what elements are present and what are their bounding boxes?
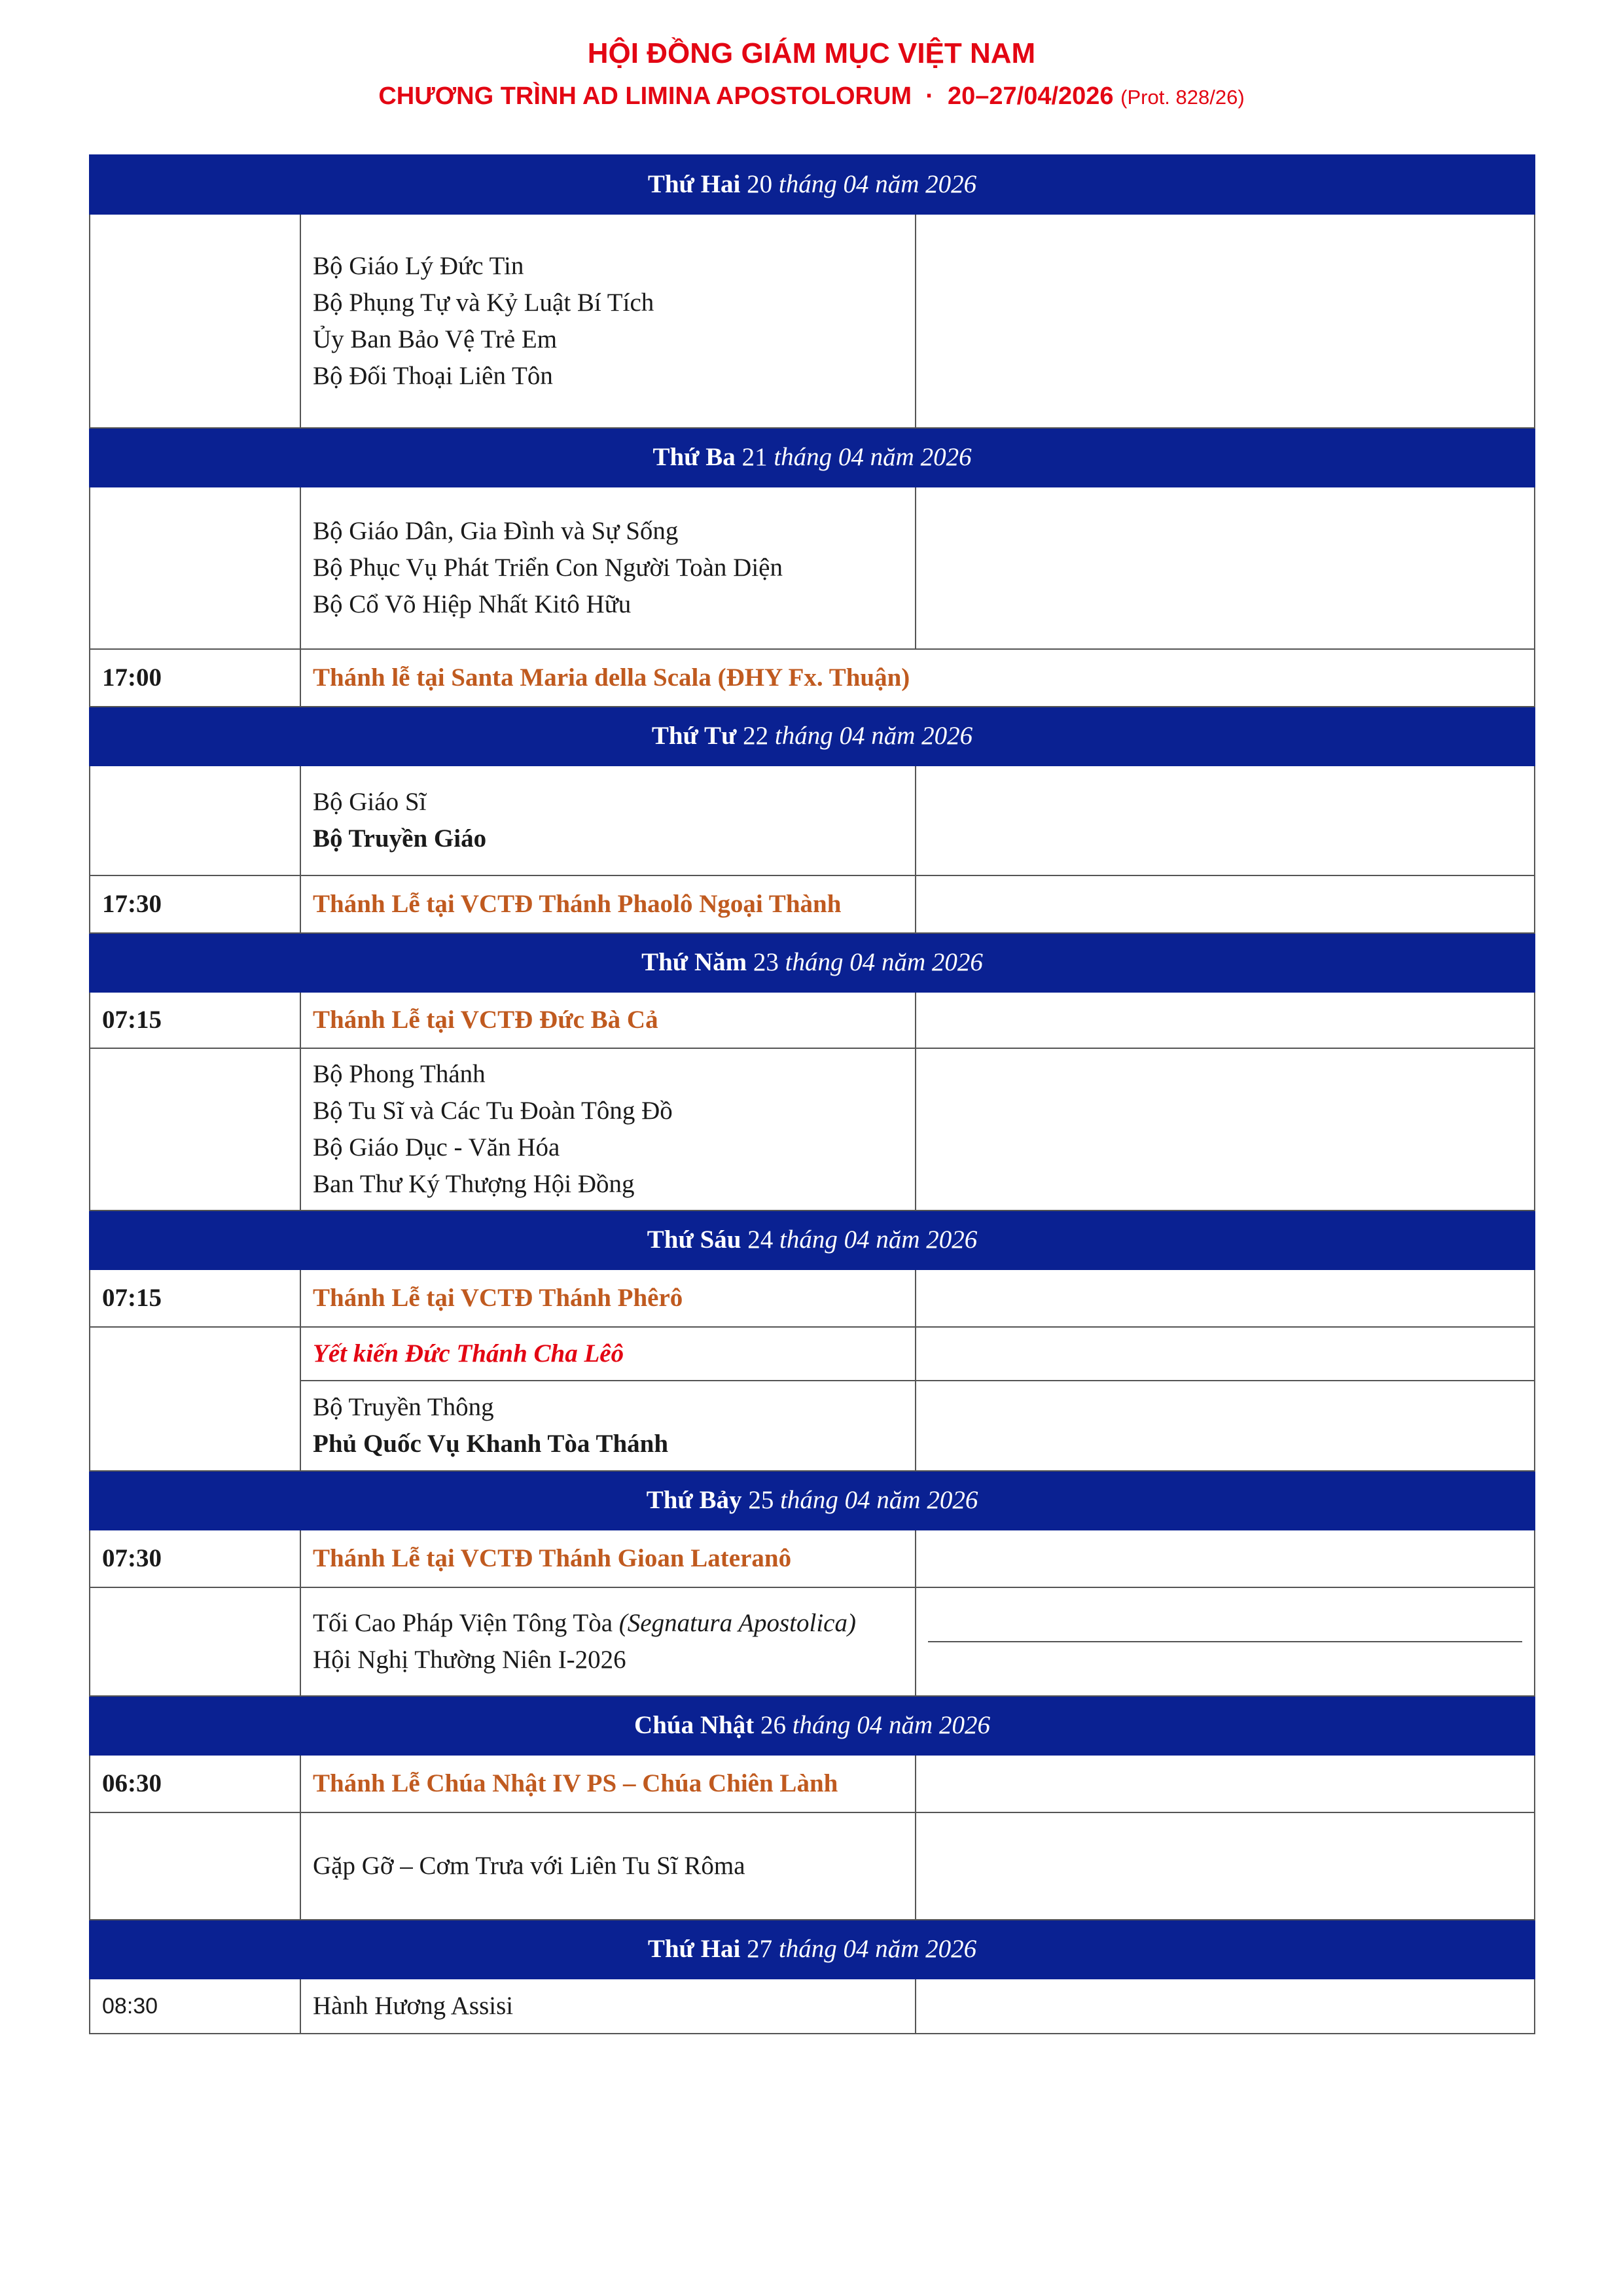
time-cell — [90, 1587, 300, 1696]
time-cell — [90, 214, 300, 428]
day-number: 25 — [748, 1486, 774, 1514]
table-row — [90, 487, 1535, 649]
mass-time: 07:15 — [90, 992, 300, 1048]
notes-cell — [916, 875, 1535, 933]
table-row — [90, 1048, 1535, 1210]
day-name: Thứ Sáu — [647, 1226, 741, 1254]
program-title: CHƯƠNG TRÌNH AD LIMINA APOSTOLORUM · 20–27/04/2026 — [378, 82, 1114, 110]
document-title: HỘI ĐỒNG GIÁM MỤC VIỆT NAM — [587, 37, 1036, 69]
activity-cell — [300, 214, 916, 428]
notes-cell — [916, 1048, 1535, 1210]
notes-cell — [916, 992, 1535, 1048]
mass-item: Thánh Lễ tại VCTĐ Thánh Phaolô Ngoại Thành — [300, 875, 916, 933]
table-row — [90, 649, 1535, 707]
day-number: 23 — [753, 948, 779, 976]
office-item: Ban Thư Ký Thượng Hội Đồng — [313, 1170, 635, 1198]
table-row — [90, 1755, 1535, 1812]
office-item: Bộ Phong Thánh — [313, 1060, 486, 1088]
time-cell — [90, 766, 300, 875]
table-row — [90, 214, 1535, 428]
office-item: Bộ Phục Vụ Phát Triển Con Người Toàn Diện — [313, 554, 783, 582]
day-name: Thứ Năm — [641, 948, 747, 976]
day-number: 26 — [760, 1711, 786, 1739]
table-row — [90, 992, 1535, 1048]
table-row — [90, 766, 1535, 875]
day-header-friday-24 — [90, 1210, 1535, 1269]
day-header-monday-20 — [90, 155, 1535, 214]
day-number: 24 — [747, 1226, 774, 1254]
time-cell — [90, 1327, 300, 1471]
office-item: Bộ Truyền Giáo — [313, 824, 487, 853]
notes-cell — [916, 1979, 1535, 2034]
mass-item: Thánh lễ tại Santa Maria della Scala (ĐHY Fx. Thuận) — [300, 649, 1535, 707]
day-month-year: tháng 04 năm 2026 — [785, 948, 983, 976]
table-row — [90, 1269, 1535, 1327]
day-month-year: tháng 04 năm 2026 — [778, 1935, 977, 1963]
activity-cell — [300, 1381, 916, 1471]
mass-time: 07:30 — [90, 1530, 300, 1587]
activity-time: 08:30 — [90, 1979, 300, 2034]
day-month-year: tháng 04 năm 2026 — [774, 443, 972, 471]
mass-item: Thánh Lễ tại VCTĐ Đức Bà Cả — [300, 992, 916, 1048]
schedule-table — [89, 154, 1535, 2034]
protocol-number: (Prot. 828/26) — [1120, 86, 1245, 109]
notes-cell — [916, 1269, 1535, 1327]
day-number: 27 — [747, 1935, 773, 1963]
office-item: Bộ Đối Thoại Liên Tôn — [313, 361, 553, 390]
mass-time: 06:30 — [90, 1755, 300, 1812]
table-row — [90, 1381, 1535, 1471]
tribunal-latin-name: (Segnatura Apostolica) — [618, 1609, 856, 1637]
mass-time: 07:15 — [90, 1269, 300, 1327]
day-header-monday-27 — [90, 1920, 1535, 1979]
time-cell — [90, 487, 300, 649]
day-month-year: tháng 04 năm 2026 — [792, 1711, 990, 1739]
table-row — [90, 1530, 1535, 1587]
table-row — [90, 1587, 1535, 1696]
day-header-saturday-25 — [90, 1471, 1535, 1530]
office-item: Bộ Giáo Lý Đức Tin — [313, 251, 524, 280]
meeting-item: Gặp Gỡ – Cơm Trưa với Liên Tu Sĩ Rôma — [300, 1812, 916, 1920]
day-month-year: tháng 04 năm 2026 — [778, 170, 977, 198]
document-header — [0, 34, 1623, 116]
document-subtitle — [0, 77, 1623, 116]
office-item: Bộ Giáo Dục - Văn Hóa — [313, 1133, 560, 1161]
notes-cell — [916, 1587, 1535, 1696]
office-item: Bộ Truyền Thông — [313, 1393, 494, 1421]
notes-cell — [916, 1381, 1535, 1471]
day-header-wednesday-22 — [90, 707, 1535, 766]
table-row — [90, 1979, 1535, 2034]
mass-item: Thánh Lễ tại VCTĐ Thánh Phêrô — [300, 1269, 916, 1327]
day-name: Thứ Hai — [647, 170, 741, 198]
day-name: Chúa Nhật — [634, 1711, 755, 1739]
notes-subcell — [928, 1588, 1522, 1641]
office-item: Bộ Giáo Dân, Gia Đình và Sự Sống — [313, 517, 679, 545]
table-row — [90, 1812, 1535, 1920]
office-item: Bộ Phụng Tự và Kỷ Luật Bí Tích — [313, 288, 654, 317]
pilgrimage-item: Hành Hương Assisi — [300, 1979, 916, 2034]
time-cell — [90, 1048, 300, 1210]
office-item: Bộ Tu Sĩ và Các Tu Đoàn Tông Đồ — [313, 1097, 673, 1125]
day-number: 22 — [743, 722, 769, 750]
office-item: Bộ Cổ Võ Hiệp Nhất Kitô Hữu — [313, 590, 632, 618]
activity-cell — [300, 1048, 916, 1210]
papal-audience: Yết kiến Đức Thánh Cha Lêô — [300, 1327, 916, 1381]
day-header-thursday-23 — [90, 933, 1535, 992]
notes-cell — [916, 487, 1535, 649]
notes-cell — [916, 1327, 1535, 1381]
notes-subcell — [928, 1641, 1522, 1695]
day-number: 21 — [741, 443, 768, 471]
activity-cell — [300, 487, 916, 649]
day-month-year: tháng 04 năm 2026 — [774, 722, 973, 750]
notes-cell — [916, 1755, 1535, 1812]
office-item: Ủy Ban Bảo Vệ Trẻ Em — [313, 325, 558, 353]
notes-cell — [916, 1812, 1535, 1920]
day-header-sunday-26 — [90, 1696, 1535, 1755]
day-name: Thứ Ba — [652, 443, 736, 471]
day-name: Thứ Hai — [647, 1935, 741, 1963]
table-row — [90, 1327, 1535, 1381]
mass-time: 17:00 — [90, 649, 300, 707]
mass-item: Thánh Lễ tại VCTĐ Thánh Gioan Lateranô — [300, 1530, 916, 1587]
tribunal-name: Tối Cao Pháp Viện Tông Tòa — [313, 1609, 619, 1637]
day-month-year: tháng 04 năm 2026 — [779, 1226, 978, 1254]
mass-item: Thánh Lễ Chúa Nhật IV PS – Chúa Chiên Lành — [300, 1755, 916, 1812]
notes-cell — [916, 1530, 1535, 1587]
notes-cell — [916, 766, 1535, 875]
activity-cell — [300, 766, 916, 875]
office-item: Hội Nghị Thường Niên I-2026 — [313, 1646, 626, 1674]
day-header-tuesday-21 — [90, 428, 1535, 487]
day-name: Thứ Bảy — [646, 1486, 742, 1514]
day-number: 20 — [747, 170, 773, 198]
mass-time: 17:30 — [90, 875, 300, 933]
office-item — [313, 1605, 903, 1642]
activity-cell — [300, 1587, 916, 1696]
day-month-year: tháng 04 năm 2026 — [780, 1486, 978, 1514]
time-cell — [90, 1812, 300, 1920]
table-row — [90, 875, 1535, 933]
notes-cell — [916, 214, 1535, 428]
day-name: Thứ Tư — [651, 722, 737, 750]
office-item: Bộ Giáo Sĩ — [313, 788, 427, 816]
office-item: Phủ Quốc Vụ Khanh Tòa Thánh — [313, 1430, 669, 1458]
